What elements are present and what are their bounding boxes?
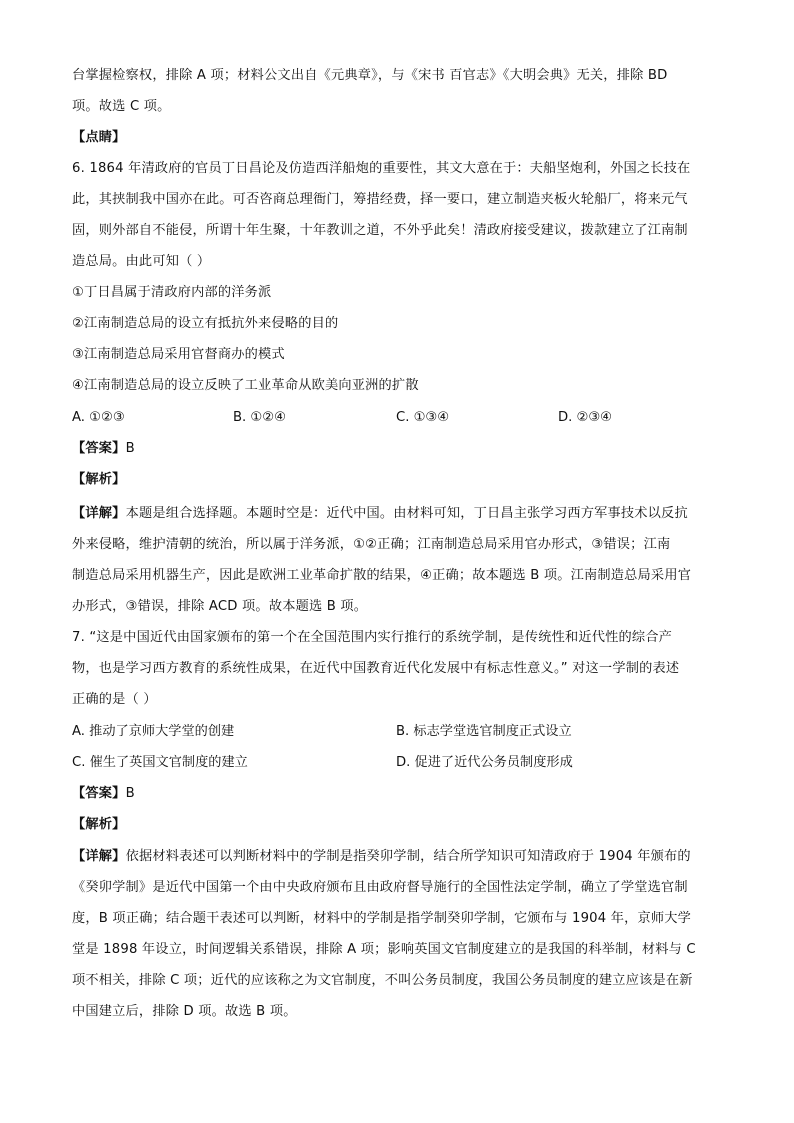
q6-stem-line-3: 固，则外部自不能侵，所谓十年生聚，十年教训之道，不外乎此矣！清政府接受建议，拨款建立了江南制	[72, 223, 688, 238]
q6-option-d: D. ②③④	[558, 410, 613, 425]
q6-stem-line-2: 此，其挟制我中国亦在此。可否咨商总理衙门，筹措经费，择一要口，建立制造夹板火轮船厂，将来元气	[72, 192, 688, 207]
q7-stem-line-3: 正确的是（ ）	[72, 692, 157, 707]
q7-detail-line-5: 项不相关，排除 C 项；近代的应该称之为文官制度，不叫公务员制度，我国公务员制度的建立应该是在新	[72, 973, 693, 988]
q7-detail-line-1	[72, 848, 691, 866]
q6-stem-line-1: 6. 1864 年清政府的官员丁日昌论及仿造西洋船炮的重要性，其文大意在于：夫船坚炮利，外国之长技在	[72, 161, 691, 176]
q6-option-c: C. ①③④	[396, 410, 450, 425]
q7-stem-line-1: 7. “这是中国近代由国家颁布的第一个在全国范围内实行推行的系统学制，是传统性和近代性的综合产	[72, 630, 673, 645]
q6-detail-text-1: 本题是组合选择题。本题时空是：近代中国。由材料可知，丁日昌主张学习西方军事技术以反抗	[125, 506, 688, 521]
carry-line-2: 项。故选 C 项。	[72, 99, 171, 114]
q7-detail-line-3: 度，B 项正确；结合题干表述可以判断，材料中的学制是指学制癸卯学制，它颁布与 1904 年，京师大学	[72, 911, 692, 926]
q7-answer-row	[72, 785, 135, 803]
q7-detail-text-1: 依据材料表述可以判断材料中的学制是指癸卯学制，结合所学知识可知清政府于 1904 年颁布的	[125, 849, 691, 864]
q6-answer-label: 【答案】	[72, 441, 126, 456]
q6-answer-value: B	[125, 441, 135, 456]
q6-item-2: ②江南制造总局的设立有抵抗外来侵略的目的	[72, 316, 339, 331]
q6-stem-line-4: 造总局。由此可知（ ）	[72, 254, 211, 269]
tip-heading: 【点睛】	[72, 130, 126, 145]
q7-answer-label: 【答案】	[72, 786, 126, 801]
q7-detail-line-2: 《癸卯学制》是近代中国第一个由中央政府颁布且由政府督导施行的全国性法定学制，确立了学堂选官制	[72, 880, 688, 895]
q6-detail-line-1	[72, 505, 688, 523]
q7-stem-line-2: 物，也是学习西方教育的系统性成果，在近代中国教育近代化发展中有标志性意义。” 对这一学制的表述	[72, 661, 680, 676]
q7-answer-value: B	[125, 786, 135, 801]
q7-option-c: C. 催生了英国文官制度的建立	[72, 755, 248, 770]
q6-detail-label: 【详解】	[72, 506, 126, 521]
q6-detail-line-4: 办形式，③错误，排除 ACD 项。故本题选 B 项。	[72, 599, 368, 614]
q6-item-3: ③江南制造总局采用官督商办的模式	[72, 347, 285, 362]
q6-item-1: ①丁日昌属于清政府内部的洋务派	[72, 285, 272, 300]
q7-option-a: A. 推动了京师大学堂的创建	[72, 724, 235, 739]
carry-line-1: 台掌握检察权，排除 A 项；材料公文出自《元典章》，与《宋书 百官志》《大明会典》无关，排除 BD	[72, 68, 668, 83]
q6-analysis-heading: 【解析】	[72, 472, 126, 487]
q6-option-a: A. ①②③	[72, 410, 125, 425]
q7-detail-line-6: 中国建立后，排除 D 项。故选 B 项。	[72, 1004, 297, 1019]
q6-detail-line-3: 制造总局采用机器生产，因此是欧洲工业革命扩散的结果，④正确；故本题选 B 项。江南制造总局采用官	[72, 568, 692, 583]
q6-answer-row	[72, 440, 135, 458]
q6-detail-line-2: 外来侵略，维护清朝的统治，所以属于洋务派，①②正确；江南制造总局采用官办形式，③错误；江南	[72, 537, 671, 552]
q6-item-4: ④江南制造总局的设立反映了工业革命从欧美向亚洲的扩散	[72, 378, 419, 393]
q7-option-b: B. 标志学堂选官制度正式设立	[396, 724, 572, 739]
q7-option-d: D. 促进了近代公务员制度形成	[396, 755, 573, 770]
q7-detail-label: 【详解】	[72, 849, 126, 864]
q7-detail-line-4: 堂是 1898 年设立，时间逻辑关系错误，排除 A 项；影响英国文官制度建立的是我国的科举制，材料与 C	[72, 942, 696, 957]
q7-analysis-heading: 【解析】	[72, 817, 126, 832]
q6-option-b: B. ①②④	[233, 410, 286, 425]
